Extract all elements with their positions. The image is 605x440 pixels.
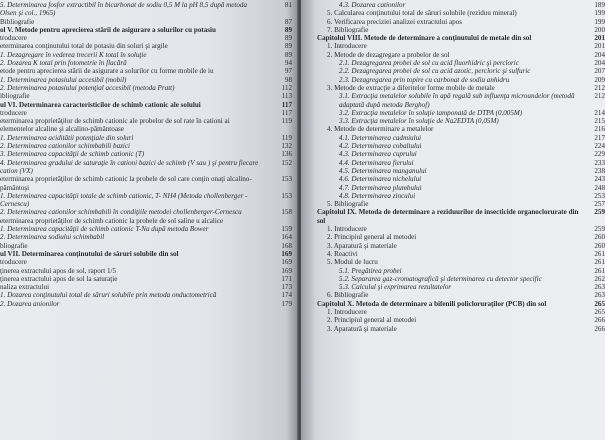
toc-entry bbox=[317, 192, 605, 200]
toc-page-number: 199 bbox=[594, 17, 605, 26]
toc-entry bbox=[317, 51, 605, 59]
toc-page-number: 94 bbox=[284, 59, 292, 68]
toc-chapter-heading bbox=[317, 208, 605, 225]
toc-entry-title: troducere bbox=[0, 258, 27, 267]
toc-entry-title: 4. Metode de determinare a metalelor bbox=[327, 125, 434, 134]
toc-entry bbox=[0, 18, 292, 26]
toc-entry-title: Capitolul IX. Metoda de determinare a reziduurilor de insecticide organoclorurate din sol bbox=[317, 208, 579, 225]
toc-page-number: 259 bbox=[594, 225, 605, 234]
toc-page-number: 189 bbox=[594, 1, 605, 9]
toc-page-number: 119 bbox=[281, 133, 292, 142]
toc-page-number: 229 bbox=[594, 150, 605, 159]
toc-page-number: 117 bbox=[281, 100, 292, 109]
toc-entry bbox=[0, 175, 292, 192]
toc-page-number: 159 bbox=[281, 225, 292, 234]
toc-entry-title: Capitolul VIII. Metode de determinare a conţinutului de metale din sol bbox=[317, 34, 532, 43]
toc-page-number: 261 bbox=[594, 266, 605, 275]
right-page bbox=[301, 0, 605, 440]
toc-page-number: 204 bbox=[594, 59, 605, 68]
toc-entry-title: 2. Metode de dezagregare a probelor de sol bbox=[327, 50, 450, 59]
toc-entry-title: 2. Dozarea K total prin fotometrie în flacără bbox=[0, 59, 127, 68]
toc-page-number: 261 bbox=[594, 258, 605, 267]
toc-page-number: 153 bbox=[281, 175, 292, 184]
toc-page-number: 261 bbox=[594, 249, 605, 258]
toc-entry bbox=[0, 51, 292, 59]
toc-entry-title: ţinerea extractului apos de sol la saturaţie bbox=[0, 274, 118, 283]
toc-page-number: 209 bbox=[594, 75, 605, 84]
toc-entry bbox=[0, 76, 292, 84]
toc-entry bbox=[0, 225, 292, 233]
toc-entry bbox=[317, 1, 605, 9]
toc-entry-title: 1. Dozarea conţinutului total de săruri solubile prin metoda onductometrică bbox=[0, 291, 217, 300]
toc-entry-title: 3. Aparatură şi materiale bbox=[327, 241, 397, 250]
toc-entry bbox=[317, 225, 605, 233]
toc-entry bbox=[0, 300, 292, 308]
toc-entry-title: ul VII. Determinarea conţinutului de săruri solubile din sol bbox=[0, 249, 179, 258]
toc-entry-title: 3. Determinarea capacităţii de schimb cationic (T) bbox=[0, 150, 145, 159]
toc-entry-title: 1. Determinarea capacităţii de schimb cationic T-Na după metoda Bower bbox=[0, 225, 209, 234]
toc-page-number: 201 bbox=[594, 34, 605, 43]
toc-page-number: 132 bbox=[281, 142, 292, 151]
toc-entry-title: 4.2. Determinarea cobaltului bbox=[339, 142, 422, 151]
toc-entry-title: 2. Determinarea cationilor schimbabili bazici bbox=[0, 142, 130, 151]
toc-entry bbox=[0, 67, 292, 75]
toc-page-number: 259 bbox=[594, 208, 605, 217]
toc-entry bbox=[0, 283, 292, 291]
toc-entry bbox=[317, 233, 605, 241]
toc-page-number: 212 bbox=[594, 83, 605, 92]
toc-entry-title: 4.4. Determinarea fierului bbox=[339, 158, 414, 167]
toc-entry bbox=[0, 258, 292, 266]
toc-page-number: 207 bbox=[594, 67, 605, 76]
toc-page-number: 253 bbox=[594, 191, 605, 200]
toc-entry-title: 4.5. Determinarea manganului bbox=[339, 166, 427, 175]
toc-entry-title: eterminarea proprietăţilor de schimb cationic la probele de sol care conţin onaţi alcalino-pământoşi bbox=[0, 175, 252, 192]
toc-page-number: 214 bbox=[594, 108, 605, 117]
toc-entry-title: 4. Determinarea gradului de saturaţie în cationi bazici de schimb (V sau ) şi pentru fiecare cation (VX) bbox=[0, 158, 259, 175]
toc-entry bbox=[317, 258, 605, 266]
toc-page-number: 169 bbox=[281, 249, 292, 258]
toc-entry-title: 3.1. Extracţia metalelor solubile în apă regală sub influenţa microundelor (metodă adaptată după metoda Berghof) bbox=[339, 92, 575, 109]
right-toc-list bbox=[317, 1, 605, 333]
toc-page-number: 266 bbox=[594, 324, 605, 333]
toc-entry-title: Capitolul X. Metoda de determinare a bifenili policloruraţilor (PCB) din sol bbox=[317, 299, 547, 308]
toc-entry-title: 4.3. Determinarea cuprului bbox=[339, 150, 417, 159]
toc-entry bbox=[317, 308, 605, 316]
toc-entry-title: etode pentru aprecierea stării de asigurare a solurilor cu forme mobile de iu bbox=[0, 67, 214, 76]
toc-page-number: 179 bbox=[281, 299, 292, 308]
toc-entry-title: troducere bbox=[0, 34, 27, 43]
toc-entry bbox=[317, 267, 605, 275]
toc-entry bbox=[317, 291, 605, 299]
toc-entry-title: 5. Bibliografie bbox=[327, 200, 369, 209]
toc-entry bbox=[0, 267, 292, 275]
toc-entry-title: bliografie bbox=[0, 241, 28, 250]
toc-entry-title: 4.7. Determinarea plumbului bbox=[339, 183, 422, 192]
toc-page-number: 248 bbox=[594, 183, 605, 192]
toc-chapter-heading bbox=[317, 34, 605, 42]
toc-entry-title: 3.2. Extracţia metalelor în soluţie tamponată de DTPA (0,005M) bbox=[339, 108, 523, 117]
toc-entry bbox=[317, 67, 605, 75]
toc-entry bbox=[317, 167, 605, 175]
toc-entry bbox=[317, 275, 605, 283]
left-toc-list bbox=[0, 1, 292, 308]
toc-entry bbox=[317, 109, 605, 117]
toc-entry-title: 2. Determinarea sodiului schimbabil bbox=[0, 233, 105, 242]
toc-entry-title: 5.2. Separarea gaz-cromatografică şi determinarea cu detector specific bbox=[339, 274, 542, 283]
toc-page-number: 265 bbox=[594, 307, 605, 316]
toc-entry-title: 7. Bibliografie bbox=[327, 25, 369, 34]
toc-entry bbox=[317, 59, 605, 67]
toc-page-number: 200 bbox=[594, 25, 605, 34]
toc-entry bbox=[317, 184, 605, 192]
toc-entry-title: 2. Principiul general al metodei bbox=[327, 233, 417, 242]
toc-entry bbox=[317, 18, 605, 26]
toc-entry-title: 4. Reactivi bbox=[327, 249, 358, 258]
toc-entry-title: naliza extractului bbox=[0, 283, 50, 292]
toc-page-number: 201 bbox=[594, 42, 605, 51]
toc-entry bbox=[0, 59, 292, 67]
toc-entry bbox=[0, 34, 292, 42]
toc-page-number: 260 bbox=[594, 241, 605, 250]
toc-entry-title: ul VI. Determinarea caracteristicilor de schimb cationic ale solului bbox=[0, 100, 201, 109]
toc-entry-title: 4.6. Determinarea nichelului bbox=[339, 175, 422, 184]
toc-entry-title: Bibliografie bbox=[0, 17, 35, 26]
toc-entry-title: 2. Determinarea cationilor schimbabili în condiţiile metodei chollenberger-Cernescu bbox=[0, 208, 242, 217]
toc-entry-title: 1. Introducere bbox=[327, 225, 367, 234]
toc-entry bbox=[317, 26, 605, 34]
toc-page-number: 171 bbox=[281, 274, 292, 283]
toc-entry bbox=[317, 250, 605, 258]
toc-entry-title: 2. Dozarea anionilor bbox=[0, 299, 60, 308]
toc-page-number: 119 bbox=[281, 117, 292, 126]
toc-page-number: 173 bbox=[281, 283, 292, 292]
toc-entry bbox=[0, 109, 292, 117]
toc-page-number: 262 bbox=[594, 274, 605, 283]
toc-entry bbox=[317, 175, 605, 183]
toc-entry-title: eterminarea proprietăţilor de schimb cationic la probele de sol saline u alcalice bbox=[0, 216, 224, 225]
toc-entry bbox=[0, 84, 292, 92]
toc-entry bbox=[0, 150, 292, 158]
toc-entry-title: 5. Modul de lucru bbox=[327, 258, 378, 267]
toc-page-number: 168 bbox=[281, 241, 292, 250]
toc-entry-title: ol V. Metode pentru aprecierea stării de asigurare a solurilor cu potasiu bbox=[0, 25, 216, 34]
toc-page-number: 233 bbox=[594, 158, 605, 167]
toc-page-number: 89 bbox=[284, 50, 292, 59]
toc-entry-title: 3. Aparatură şi materiale bbox=[327, 324, 397, 333]
toc-entry bbox=[317, 42, 605, 50]
toc-entry bbox=[0, 142, 292, 150]
toc-entry bbox=[317, 142, 605, 150]
toc-entry bbox=[0, 242, 292, 250]
toc-entry-title: 1. Introducere bbox=[327, 42, 367, 51]
toc-chapter-heading bbox=[317, 300, 605, 308]
toc-entry bbox=[317, 316, 605, 324]
toc-chapter-heading bbox=[0, 26, 292, 34]
toc-entry-title: eterminarea proprietăţilor de schimb cationic ale probelor de sol rate în cationi ai elementelor alcaline şi alcalino-pământoase bbox=[0, 117, 230, 134]
toc-entry bbox=[0, 192, 292, 209]
toc-page-number: 152 bbox=[281, 158, 292, 167]
toc-entry-title: 2.1. Dezagregarea probei de sol cu acid fluorhidric şi percloric bbox=[339, 59, 519, 68]
toc-page-number: 97 bbox=[284, 67, 292, 76]
toc-page-number: 113 bbox=[281, 92, 292, 101]
toc-entry bbox=[317, 150, 605, 158]
left-page bbox=[0, 0, 298, 440]
toc-entry bbox=[0, 92, 292, 100]
toc-page-number: 216 bbox=[594, 125, 605, 134]
toc-page-number: 266 bbox=[594, 316, 605, 325]
toc-entry-title: 5. Calcularea conţinutului total de săruri solubile (reziduu mineral) bbox=[327, 9, 517, 18]
toc-page-number: 257 bbox=[594, 200, 605, 209]
toc-page-number: 217 bbox=[594, 133, 605, 142]
toc-entry-title: 1. Determinarea potasiului accesibil (mobil) bbox=[0, 75, 127, 84]
toc-chapter-heading bbox=[0, 250, 292, 258]
toc-entry-title: 2.2. Dezagregarea probei de sol cu acid azotic, percloric şi sulfuric bbox=[339, 67, 531, 76]
toc-page-number: 174 bbox=[281, 291, 292, 300]
toc-page-number: 169 bbox=[281, 258, 292, 267]
toc-entry bbox=[317, 125, 605, 133]
toc-entry-title: 6. Verificarea preciziei analizei extractului apos bbox=[327, 17, 462, 26]
toc-entry bbox=[317, 242, 605, 250]
toc-entry bbox=[317, 325, 605, 333]
toc-page-number: 89 bbox=[284, 25, 292, 34]
toc-entry-title: 3.3. Extracţia metalelor în soluţie de Na2EDTA (0,05M) bbox=[339, 117, 499, 126]
toc-page-number: 153 bbox=[281, 191, 292, 200]
toc-page-number: 81 bbox=[284, 1, 292, 9]
toc-page-number: 89 bbox=[284, 34, 292, 43]
toc-page-number: 98 bbox=[284, 75, 292, 84]
toc-entry-title: 2. Determinarea potasiului potenţial accesibil (metoda Pratt) bbox=[0, 83, 175, 92]
toc-page-number: 89 bbox=[284, 42, 292, 51]
toc-entry-title: 5.3. Calculul şi exprimarea rezultatelor bbox=[339, 283, 452, 292]
toc-page-number: 265 bbox=[594, 299, 605, 308]
toc-entry bbox=[0, 275, 292, 283]
toc-entry bbox=[0, 159, 292, 176]
toc-entry-title: 1. Dezagregare în vederea trecerii K total în soluţie bbox=[0, 50, 147, 59]
toc-entry bbox=[317, 134, 605, 142]
toc-page-number: 263 bbox=[594, 291, 605, 300]
toc-page-number: 117 bbox=[281, 108, 292, 117]
toc-entry bbox=[0, 291, 292, 299]
toc-page-number: 238 bbox=[594, 166, 605, 175]
toc-page-number: 112 bbox=[281, 83, 292, 92]
toc-entry-title: ibliografie bbox=[0, 92, 30, 101]
toc-entry-title: 3. Metode de extracţie a diferitelor forme mobile de metale bbox=[327, 83, 495, 92]
toc-entry-title: 4.1. Determinarea cadmiului bbox=[339, 133, 422, 142]
toc-entry-title: 1. Introducere bbox=[327, 307, 367, 316]
toc-page-number: 215 bbox=[594, 117, 605, 126]
toc-page-number: 87 bbox=[284, 17, 292, 26]
toc-page-number: 169 bbox=[281, 266, 292, 275]
toc-entry bbox=[317, 76, 605, 84]
toc-entry bbox=[0, 117, 292, 134]
toc-entry-title: 2.3. Dezagregarea prin topire cu carbonat de sodiu anhidru bbox=[339, 75, 510, 84]
toc-page-number: 212 bbox=[594, 92, 605, 101]
toc-entry bbox=[317, 283, 605, 291]
toc-page-number: 243 bbox=[594, 175, 605, 184]
toc-chapter-heading bbox=[0, 101, 292, 109]
toc-page-number: 136 bbox=[281, 150, 292, 159]
toc-entry-title: eterminarea conţinutului total de potasiu din soluri şi argile bbox=[0, 42, 168, 51]
toc-entry-title: troducere bbox=[0, 108, 27, 117]
toc-entry bbox=[317, 9, 605, 17]
toc-entry bbox=[0, 1, 292, 18]
toc-entry bbox=[317, 117, 605, 125]
toc-entry bbox=[0, 233, 292, 241]
toc-page-number: 158 bbox=[281, 208, 292, 217]
toc-entry bbox=[0, 208, 292, 216]
toc-entry-title: 1. Determinarea aciditătii potenţiale din soluri bbox=[0, 133, 134, 142]
toc-entry bbox=[317, 92, 605, 109]
toc-page-number: 263 bbox=[594, 283, 605, 292]
toc-entry-title: 2. Principiul general al metodei bbox=[327, 316, 417, 325]
toc-entry-title: ţinerea extractului apos de sol, raport 1/5 bbox=[0, 266, 117, 275]
toc-page-number: 260 bbox=[594, 233, 605, 242]
toc-entry bbox=[0, 134, 292, 142]
toc-entry bbox=[317, 159, 605, 167]
toc-entry bbox=[0, 217, 292, 225]
toc-entry-title: 6. Bibliografie bbox=[327, 291, 369, 300]
toc-page-number: 164 bbox=[281, 233, 292, 242]
toc-page-number: 199 bbox=[594, 9, 605, 18]
toc-entry-title: 4.3. Dozarea cationilor bbox=[339, 1, 406, 9]
toc-entry bbox=[317, 84, 605, 92]
toc-entry-title: 5.1. Pregătirea probei bbox=[339, 266, 402, 275]
toc-entry bbox=[317, 200, 605, 208]
toc-entry-title: 4.8. Determinarea zincului bbox=[339, 191, 416, 200]
toc-entry bbox=[0, 42, 292, 50]
toc-page-number: 224 bbox=[594, 142, 605, 151]
toc-entry-title: 5. Determinarea fosfor extractibil în bicarbonat de sodiu 0,5 M la pH 8,5 după metoda Olsen şi col., 1965) bbox=[0, 1, 248, 18]
toc-entry-title: 1. Determinarea capacităţii totale de schimb cationic, T- NH4 (Metoda chollenberger - Cernescu) bbox=[0, 191, 248, 209]
toc-page-number: 204 bbox=[594, 50, 605, 59]
